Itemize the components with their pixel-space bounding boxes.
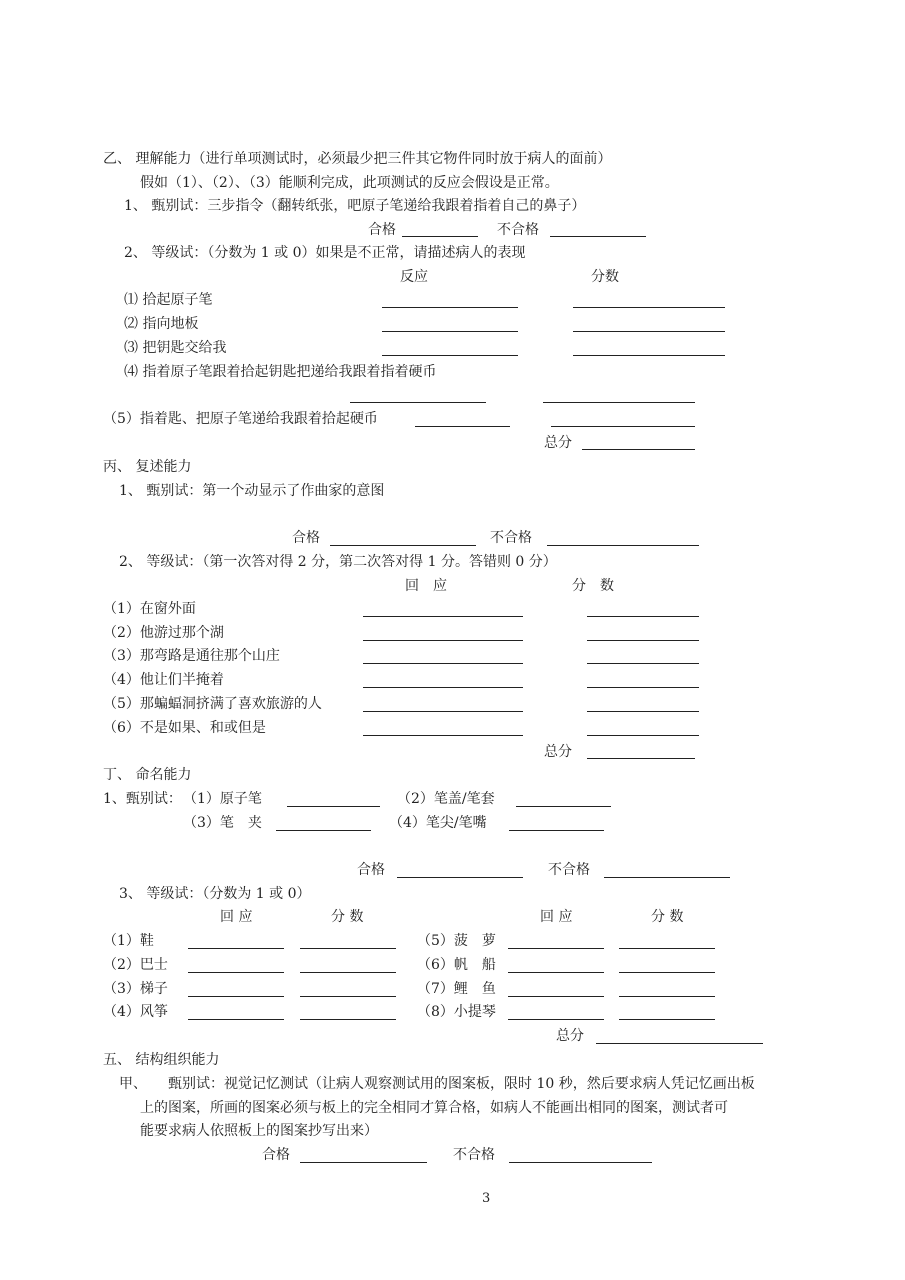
col-score: 分 数 [651,909,684,925]
score-blank[interactable] [300,972,396,973]
fail-blank[interactable] [509,1162,652,1163]
section-bing-screen: 1、 甄别试：第一个动显示了作曲家的意图 [119,483,385,499]
col-response: 回 应 [540,909,573,925]
response-blank[interactable] [276,830,371,831]
score-blank[interactable] [551,426,695,427]
list-item: （7）鲤 鱼 [417,981,496,997]
fail-label: 不合格 [490,530,532,546]
total-blank[interactable] [596,1043,763,1044]
pass-label: 合格 [357,862,385,878]
response-blank[interactable] [415,426,510,427]
page-number: 3 [482,1191,491,1206]
list-item: （3）那弯路是通往那个山庄 [103,648,280,664]
response-blank[interactable] [508,948,604,949]
score-blank[interactable] [587,711,699,712]
section-yi-title: 乙、 理解能力（进行单项测试时，必须最少把三件其它物件同时放于病人的面前） [103,151,612,167]
list-item: （2）他游过那个湖 [103,625,224,641]
section-ding-title: 丁、 命名能力 [103,767,192,783]
response-blank[interactable] [363,687,523,688]
response-blank[interactable] [363,735,523,736]
col-score: 分 数 [572,578,614,594]
col-response: 反应 [400,269,428,285]
score-blank[interactable] [619,1019,715,1020]
response-blank[interactable] [363,663,523,664]
response-blank[interactable] [516,806,611,807]
response-blank[interactable] [188,972,284,973]
section-bing-grade: 2、 等级试：（第一次答对得 2 分，第二次答对得 1 分。答错则 0 分） [119,554,557,570]
section-wu-screen-line: 甄别试：视觉记忆测试（让病人观察测试用的图案板，限时 10 秒，然后要求病人凭记忆画出板 [168,1076,755,1092]
pass-blank[interactable] [330,545,476,546]
response-blank[interactable] [350,402,486,403]
score-blank[interactable] [300,996,396,997]
score-blank[interactable] [587,616,699,617]
fail-label: 不合格 [453,1147,495,1163]
col-response: 回 应 [220,909,253,925]
section-yi-screen: 1、 甄别试：三步指令（翻转纸张，吧原子笔递给我跟着指着自己的鼻子） [124,198,586,214]
section-wu-screen-line: 上的图案，所画的图案必须与板上的完全相同才算合格，如病人不能画出相同的图案，测试者可 [140,1100,728,1116]
section-bing-title: 丙、 复述能力 [103,459,192,475]
pass-label: 合格 [292,530,320,546]
fail-blank[interactable] [604,877,730,878]
score-blank[interactable] [587,687,699,688]
total-label: 总分 [556,1028,584,1044]
score-blank[interactable] [300,948,396,949]
response-blank[interactable] [508,996,604,997]
section-yi-note: 假如（1）、（2）、（3）能顺利完成，此项测试的反应会假设是正常。 [140,175,559,191]
score-blank[interactable] [587,663,699,664]
list-item: （4）他让们半掩着 [103,672,224,688]
section-wu-sub-label: 甲、 [119,1076,147,1092]
section-wu-screen-line: 能要求病人依照板上的图案抄写出来） [140,1123,378,1139]
pass-blank[interactable] [300,1162,427,1163]
pass-label: 合格 [368,222,396,238]
response-blank[interactable] [188,1019,284,1020]
section-ding-screen-label: 1、甄别试： [103,791,182,807]
fail-blank[interactable] [547,545,699,546]
score-blank[interactable] [573,331,725,332]
response-blank[interactable] [509,830,604,831]
score-blank[interactable] [300,1019,396,1020]
response-blank[interactable] [287,806,380,807]
response-blank[interactable] [188,996,284,997]
section-wu-title: 五、 结构组织能力 [103,1052,220,1068]
score-blank[interactable] [619,996,715,997]
total-blank[interactable] [587,758,695,759]
response-blank[interactable] [363,616,523,617]
response-blank[interactable] [382,331,518,332]
pass-blank[interactable] [397,877,523,878]
list-item: （8）小提琴 [417,1004,496,1020]
response-blank[interactable] [508,972,604,973]
col-score: 分数 [591,269,619,285]
response-blank[interactable] [382,355,518,356]
fail-label: 不合格 [548,862,590,878]
list-item: ⑴ 拾起原子笔 [124,292,213,308]
screen-item: （4）笔尖/笔嘴 [389,815,487,831]
list-item: （6）不是如果、和或但是 [103,720,266,736]
screen-item: （1）原子笔 [183,791,262,807]
score-blank[interactable] [543,402,695,403]
response-blank[interactable] [363,640,523,641]
screen-item: （2）笔盖/笔套 [397,791,495,807]
score-blank[interactable] [573,355,725,356]
pass-label: 合格 [262,1147,290,1163]
list-item: （5）那蝙蝠洞挤满了喜欢旅游的人 [103,696,322,712]
score-blank[interactable] [587,735,699,736]
list-item: （1）在窗外面 [103,601,196,617]
list-item: （5）指着匙、把原子笔递给我跟着拾起硬币 [103,411,378,427]
pass-blank[interactable] [402,236,478,237]
section-yi-grade: 2、 等级试：（分数为 1 或 0）如果是不正常，请描述病人的表现 [124,245,526,261]
list-item: （2）巴士 [103,957,168,973]
response-blank[interactable] [363,711,523,712]
list-item: ⑶ 把钥匙交给我 [124,340,227,356]
list-item: （1）鞋 [103,933,154,949]
screen-item: （3）笔 夹 [183,815,262,831]
list-item: （3）梯子 [103,981,168,997]
list-item: ⑷ 指着原子笔跟着拾起钥匙把递给我跟着指着硬币 [124,364,437,380]
list-item: （6）帆 船 [417,957,496,973]
total-blank[interactable] [582,449,695,450]
response-blank[interactable] [188,948,284,949]
list-item: ⑵ 指向地板 [124,316,199,332]
fail-blank[interactable] [550,236,646,237]
score-blank[interactable] [587,640,699,641]
response-blank[interactable] [382,307,518,308]
score-blank[interactable] [573,307,725,308]
total-label: 总分 [544,744,572,760]
fail-label: 不合格 [497,222,539,238]
score-blank[interactable] [619,972,715,973]
response-blank[interactable] [508,1019,604,1020]
total-label: 总分 [544,435,572,451]
score-blank[interactable] [619,948,715,949]
section-ding-grade: 3、 等级试：（分数为 1 或 0） [119,886,311,902]
list-item: （5）菠 萝 [417,933,496,949]
list-item: （4）风筝 [103,1004,168,1020]
col-response: 回 应 [405,578,447,594]
col-score: 分 数 [331,909,364,925]
